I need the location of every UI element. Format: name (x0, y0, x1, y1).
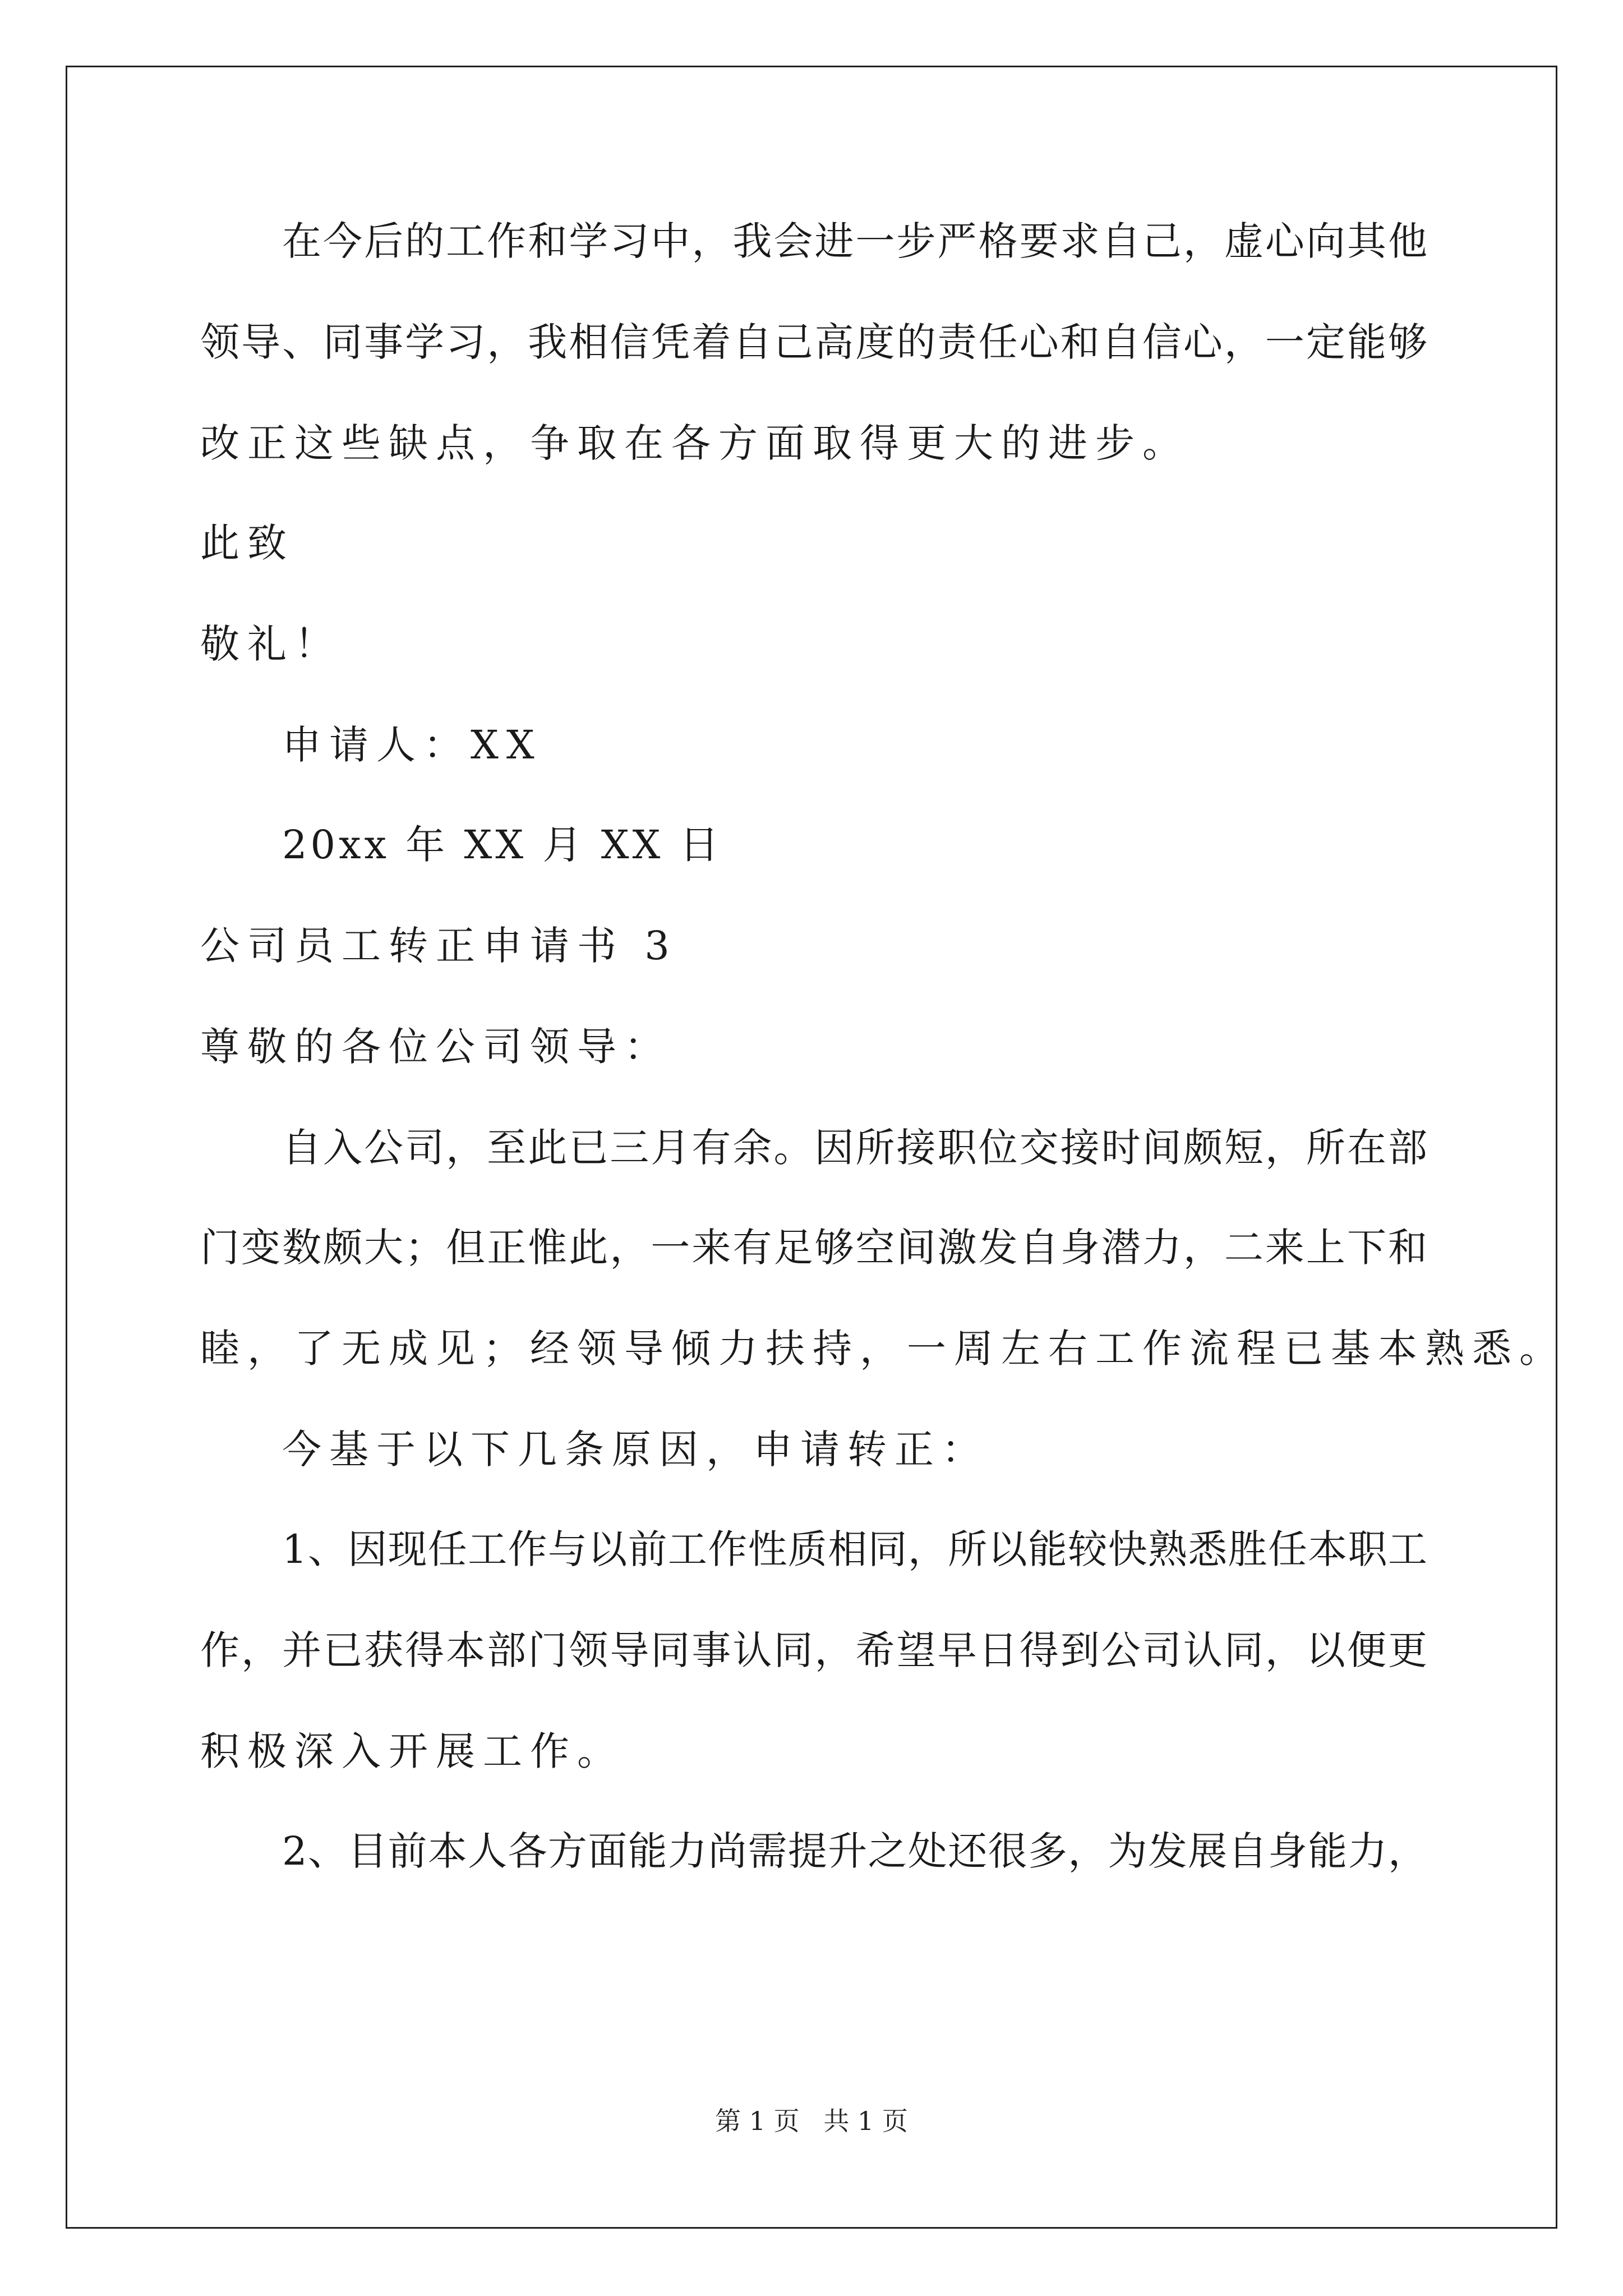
section-title: 公司员工转正申请书 3 (200, 923, 677, 969)
page-number: 第 1 页 (715, 2106, 800, 2136)
paragraph-line-1: 在今后的工作和学习中，我会进一步严格要求自己，虚心向其他 (282, 218, 1427, 264)
paragraph-line-4: 自入公司，至此已三月有余。因所接职位交接时间颇短，所在部 (282, 1125, 1427, 1171)
paragraph-line-11: 2、目前本人各方面能力尚需提升之处还很多，为发展自身能力， (282, 1828, 1427, 1874)
date-line: 20xx 年 XX 月 XX 日 (282, 822, 722, 868)
page-total: 共 1 页 (823, 2106, 908, 2136)
paragraph-line-3: 改正这些缺点，争取在各方面取得更大的进步。 (200, 420, 1189, 466)
greeting-line: 尊敬的各位公司领导： (200, 1024, 671, 1070)
paragraph-line-8: 1、因现任工作与以前工作性质相同，所以能较快熟悉胜任本职工 (282, 1526, 1427, 1572)
paragraph-line-6: 睦，了无成见；经领导倾力扶持，一周左右工作流程已基本熟悉。 (200, 1326, 1566, 1372)
paragraph-line-10: 积极深入开展工作。 (200, 1728, 624, 1774)
closing-regards: 敬礼！ (200, 621, 342, 667)
paragraph-line-5: 门变数颇大；但正惟此，一来有足够空间激发自身潜力，二来上下和 (200, 1225, 1427, 1271)
page-footer (0, 2101, 1623, 2138)
applicant-line: 申请人：XX (282, 722, 542, 768)
paragraph-line-9: 作，并已获得本部门领导同事认同，希望早日得到公司认同，以便更 (200, 1627, 1427, 1673)
closing-salutation: 此致 (200, 520, 294, 566)
paragraph-line-2: 领导、同事学习，我相信凭着自己高度的责任心和自信心，一定能够 (200, 319, 1427, 365)
paragraph-line-7: 今基于以下几条原因，申请转正： (282, 1427, 989, 1473)
